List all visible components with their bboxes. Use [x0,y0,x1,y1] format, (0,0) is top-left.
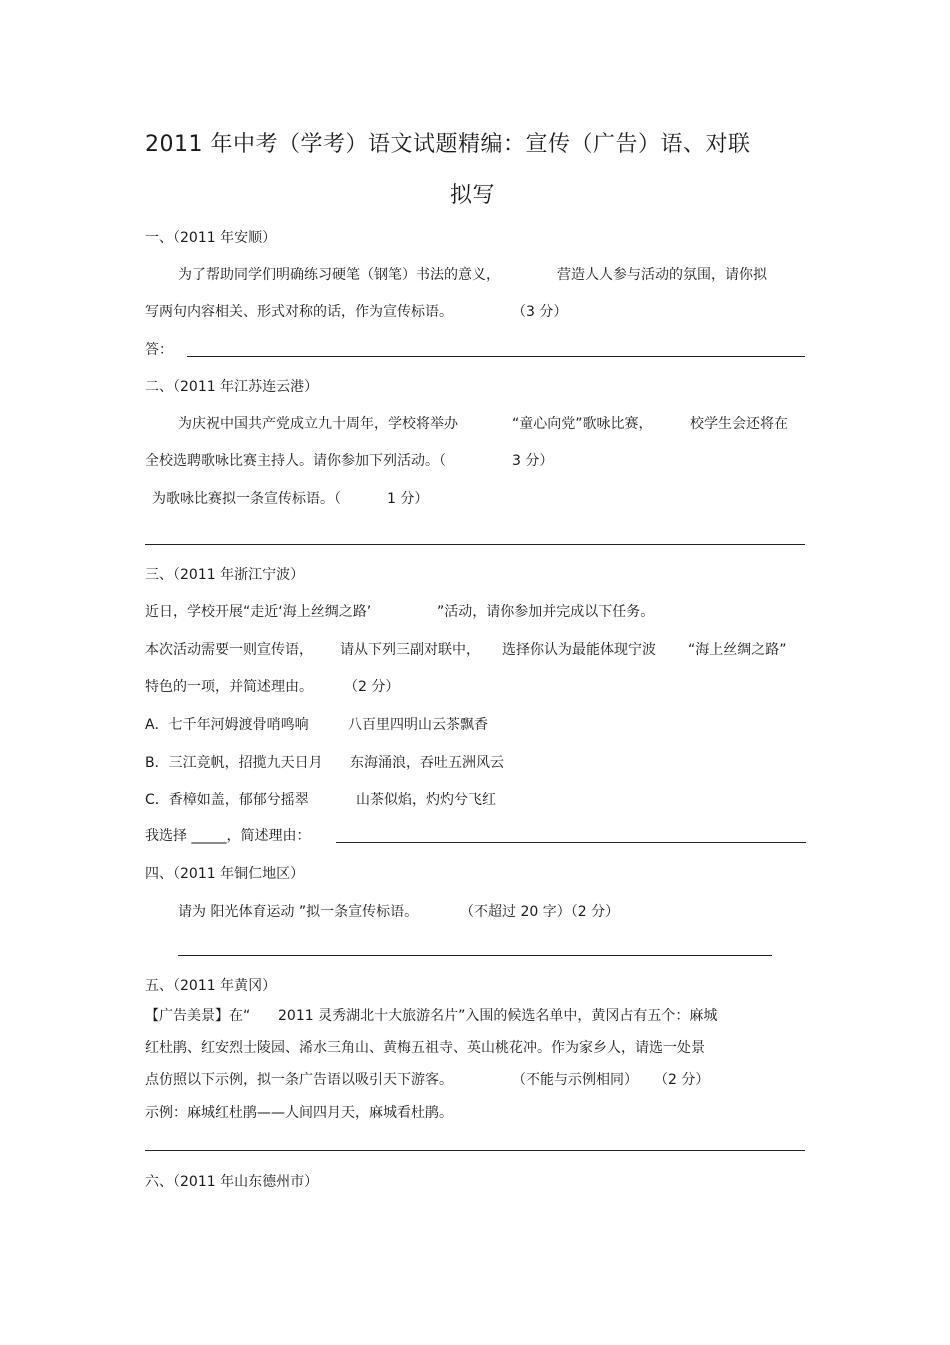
q3-text: 本次活动需要一则宣传语， [145,642,313,658]
q1-text: 写两句内容相关、形式对称的话，作为宣传标语。 [145,304,453,320]
q3-option-a: A．七千年河姆渡骨哨鸣响 [145,717,309,733]
q4-text: 请为 阳光体育运动 ”拟一条宣传标语。 [178,904,419,920]
q2-text: 全校选聘歌咏比赛主持人。请你参加下列活动。（ [145,453,446,469]
q2-points: 3 分） [512,453,554,469]
q2-text: “童心向党”歌咏比赛， [512,416,653,432]
q2-heading: 二、（2011 年江苏连云港） [145,379,319,395]
q3-option-c-second: 山茶似焰，灼灼兮飞红 [356,792,496,808]
q3-option-b-second: 东海涌浪，吞吐五洲风云 [350,755,504,771]
q3-text: ”活动，请你参加并完成以下任务。 [437,604,655,620]
q4-points: （不超过 20 字）（2 分） [460,904,620,920]
q5-text: 2011 灵秀湖北十大旅游名片”入围的候选名单中，黄冈占有五个：麻城 [278,1008,718,1024]
q5-text: （不能与示例相同） [512,1072,638,1088]
page-title: 2011 年中考（学考）语文试题精编：宣传（广告）语、对联 [145,132,751,157]
q5-points: （2 分） [654,1072,710,1088]
q2-points: 1 分） [387,491,429,507]
q5-answer-line[interactable] [145,1150,805,1151]
q2-answer-line[interactable] [145,544,805,545]
q5-text: 点仿照以下示例，拟一条广告语以吸引天下游客。 [145,1072,453,1088]
q2-text: 校学生会还将在 [690,416,788,432]
q1-heading: 一、（2011 年安顺） [145,230,277,246]
q1-text: 为了帮助同学们明确练习硬笔（钢笔）书法的意义， [178,267,500,283]
q3-choose-prompt: 我选择 _____，简述理由： [145,828,311,844]
q3-points: （2 分） [344,679,400,695]
q4-heading: 四、（2011 年铜仁地区） [145,866,305,882]
q1-text: 营造人人参与活动的氛围，请你拟 [557,267,767,283]
q3-text: “海上丝绸之路” [688,642,787,658]
q3-heading: 三、（2011 年浙江宁波） [145,567,305,583]
q2-text: 为歌咏比赛拟一条宣传标语。（ [152,491,341,507]
q1-answer-line[interactable] [187,356,805,357]
q3-option-c: C．香樟如盖，郁郁兮摇翠 [145,792,309,808]
q5-example: 示例：麻城红杜鹃——人间四月天，麻城看杜鹃。 [145,1105,453,1121]
q2-text: 为庆祝中国共产党成立九十周年，学校将举办 [178,416,458,432]
page-title-continued: 拟写 [450,183,496,208]
q3-text: 请从下列三副对联中， [340,642,480,658]
q3-text: 选择你认为最能体现宁波 [502,642,656,658]
q5-text: 红杜鹃、红安烈士陵园、浠水三角山、黄梅五祖寺、英山桃花冲。作为家乡人，请选一处景 [145,1040,705,1056]
q3-text: 特色的一项，并简述理由。 [145,679,313,695]
q3-text: 近日，学校开展“走近‘海上丝绸之路’ [145,604,372,620]
q3-option-b: B．三江竞帆，招揽九天日月 [145,755,323,771]
q6-heading: 六、（2011 年山东德州市） [145,1174,319,1190]
q3-option-a-second: 八百里四明山云茶飘香 [348,717,488,733]
q5-text: 【广告美景】在“ [145,1008,251,1024]
q1-answer-label: 答： [145,342,173,358]
q4-answer-line[interactable] [178,955,772,956]
q1-points: （3 分） [512,304,568,320]
q3-reason-line[interactable] [336,842,806,843]
q5-heading: 五、（2011 年黄冈） [145,978,277,994]
